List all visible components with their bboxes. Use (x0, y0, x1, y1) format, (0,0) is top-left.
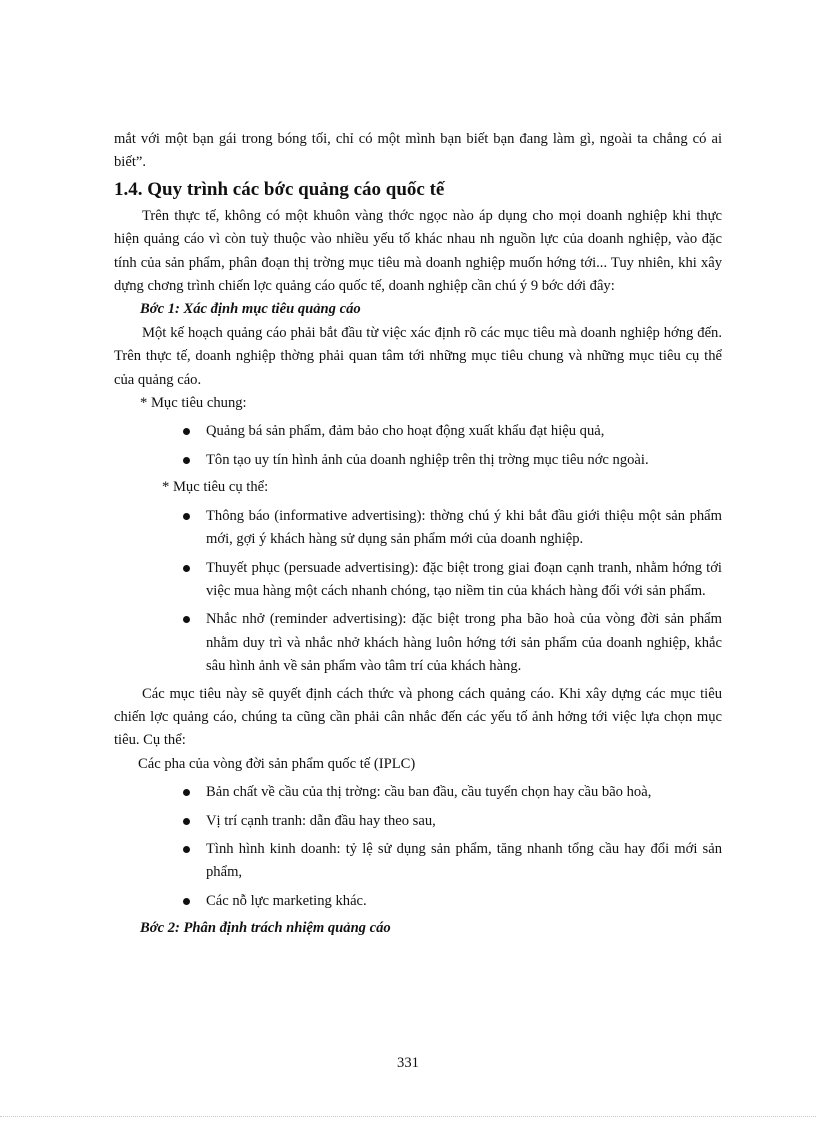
specific-goals-label: * Mục tiêu cụ thể: (162, 479, 269, 496)
list-item (114, 557, 722, 604)
iplc-label: Các pha của vòng đời sản phẩm quốc tế (IPLC) (138, 755, 416, 772)
step2-heading: Bớc 2: Phân định trách nhiệm quảng cáo (140, 920, 391, 937)
specific-goals-list (114, 505, 722, 679)
list-item (114, 449, 722, 472)
bullet-icon (183, 428, 190, 435)
list-item (114, 420, 722, 443)
list-item-text: Bản chất về cầu của thị trờng: cầu ban đầu, cầu tuyển chọn hay cầu bão hoà, (206, 784, 652, 801)
bullet-icon (183, 846, 190, 853)
list-item (114, 838, 722, 885)
step1-paragraph: Một kế hoạch quảng cáo phải bắt đầu từ việc xác định rõ các mục tiêu mà doanh nghiệp hớng đến. Trên thực tế, doanh nghiệp thờng phải quan tâm tới những mục tiêu chung và những mục tiêu cụ thể của quảng cáo. (114, 324, 722, 388)
bullet-icon (183, 898, 190, 905)
intro-paragraph: Trên thực tế, không có một khuôn vàng thớc ngọc nào áp dụng cho mọi doanh nghiệp khi thực hiện quảng cáo vì còn tuỳ thuộc vào nhiều yếu tố khác nhau nh nguồn lực của doanh nghiệp, vào đặc tính của sản phẩm, phân đoạn thị trờng mục tiêu mà doanh nghiệp muốn hớng tới... Tuy nhiên, khi xây dựng chơng trình chiến lợc quảng cáo quốc tế, doanh nghiệp cần chú ý 9 bớc dới đây: (114, 207, 722, 295)
bullet-icon (183, 513, 190, 520)
bullet-icon (183, 818, 190, 825)
bullet-icon (183, 457, 190, 464)
list-item-text: Tôn tạo uy tín hình ảnh của doanh nghiệp trên thị trờng mục tiêu nớc ngoài. (206, 451, 649, 468)
bullet-icon (183, 565, 190, 572)
continuation-paragraph: mắt với một bạn gái trong bóng tối, chỉ có một mình bạn biết bạn đang làm gì, ngoài ta chẳng có ai biết”. (114, 131, 722, 171)
section-heading: 1.4. Quy trình các bớc quảng cáo quốc tế (114, 178, 445, 200)
general-goals-list (114, 420, 722, 472)
list-item (114, 781, 722, 804)
list-item-text: Quảng bá sản phẩm, đảm bảo cho hoạt động xuất khẩu đạt hiệu quả, (206, 423, 605, 440)
factors-intro-paragraph: Các mục tiêu này sẽ quyết định cách thức và phong cách quảng cáo. Khi xây dựng các mục tiêu chiến lợc quảng cáo, chúng ta cũng cần phải cân nhắc đến các yếu tố ảnh hởng tới việc lựa chọn mục tiêu. Cụ thể: (114, 685, 722, 749)
bullet-icon (183, 789, 190, 796)
page-bottom-divider (0, 1116, 816, 1117)
list-item-text: Tình hình kinh doanh: tỷ lệ sử dụng sản phẩm, tăng nhanh tổng cầu hay đổi mới sản phẩm, (206, 840, 722, 881)
list-item-text: Vị trí cạnh tranh: dẫn đầu hay theo sau, (206, 812, 436, 829)
list-item (114, 608, 722, 678)
list-item (114, 810, 722, 833)
step1-heading: Bớc 1: Xác định mục tiêu quảng cáo (140, 301, 361, 318)
list-item-text: Nhắc nhở (reminder advertising): đặc biệt trong pha bão hoà của vòng đời sản phẩm nhằm duy trì và nhắc nhở khách hàng luôn hớng tới sản phẩm của doanh nghiệp, khắc sâu hình ảnh về sản phẩm vào tâm trí của khách hàng. (206, 611, 722, 675)
page-number: 331 (397, 1055, 419, 1071)
list-item-text: Các nỗ lực marketing khác. (206, 892, 367, 909)
factors-list (114, 781, 722, 913)
list-item-text: Thuyết phục (persuade advertising): đặc biệt trong giai đoạn cạnh tranh, nhằm hớng tới việc mua hàng một cách nhanh chóng, tạo niềm tin của khách hàng đối với sản phẩm. (206, 559, 722, 599)
page-body (114, 128, 722, 941)
list-item (114, 505, 722, 552)
general-goals-label: * Mục tiêu chung: (140, 395, 247, 412)
bullet-icon (183, 616, 190, 623)
list-item (114, 890, 722, 913)
list-item-text: Thông báo (informative advertising): thờng chú ý khi bắt đầu giới thiệu một sản phẩm mới, gợi ý khách hàng sử dụng sản phẩm mới của doanh nghiệp. (206, 507, 722, 548)
